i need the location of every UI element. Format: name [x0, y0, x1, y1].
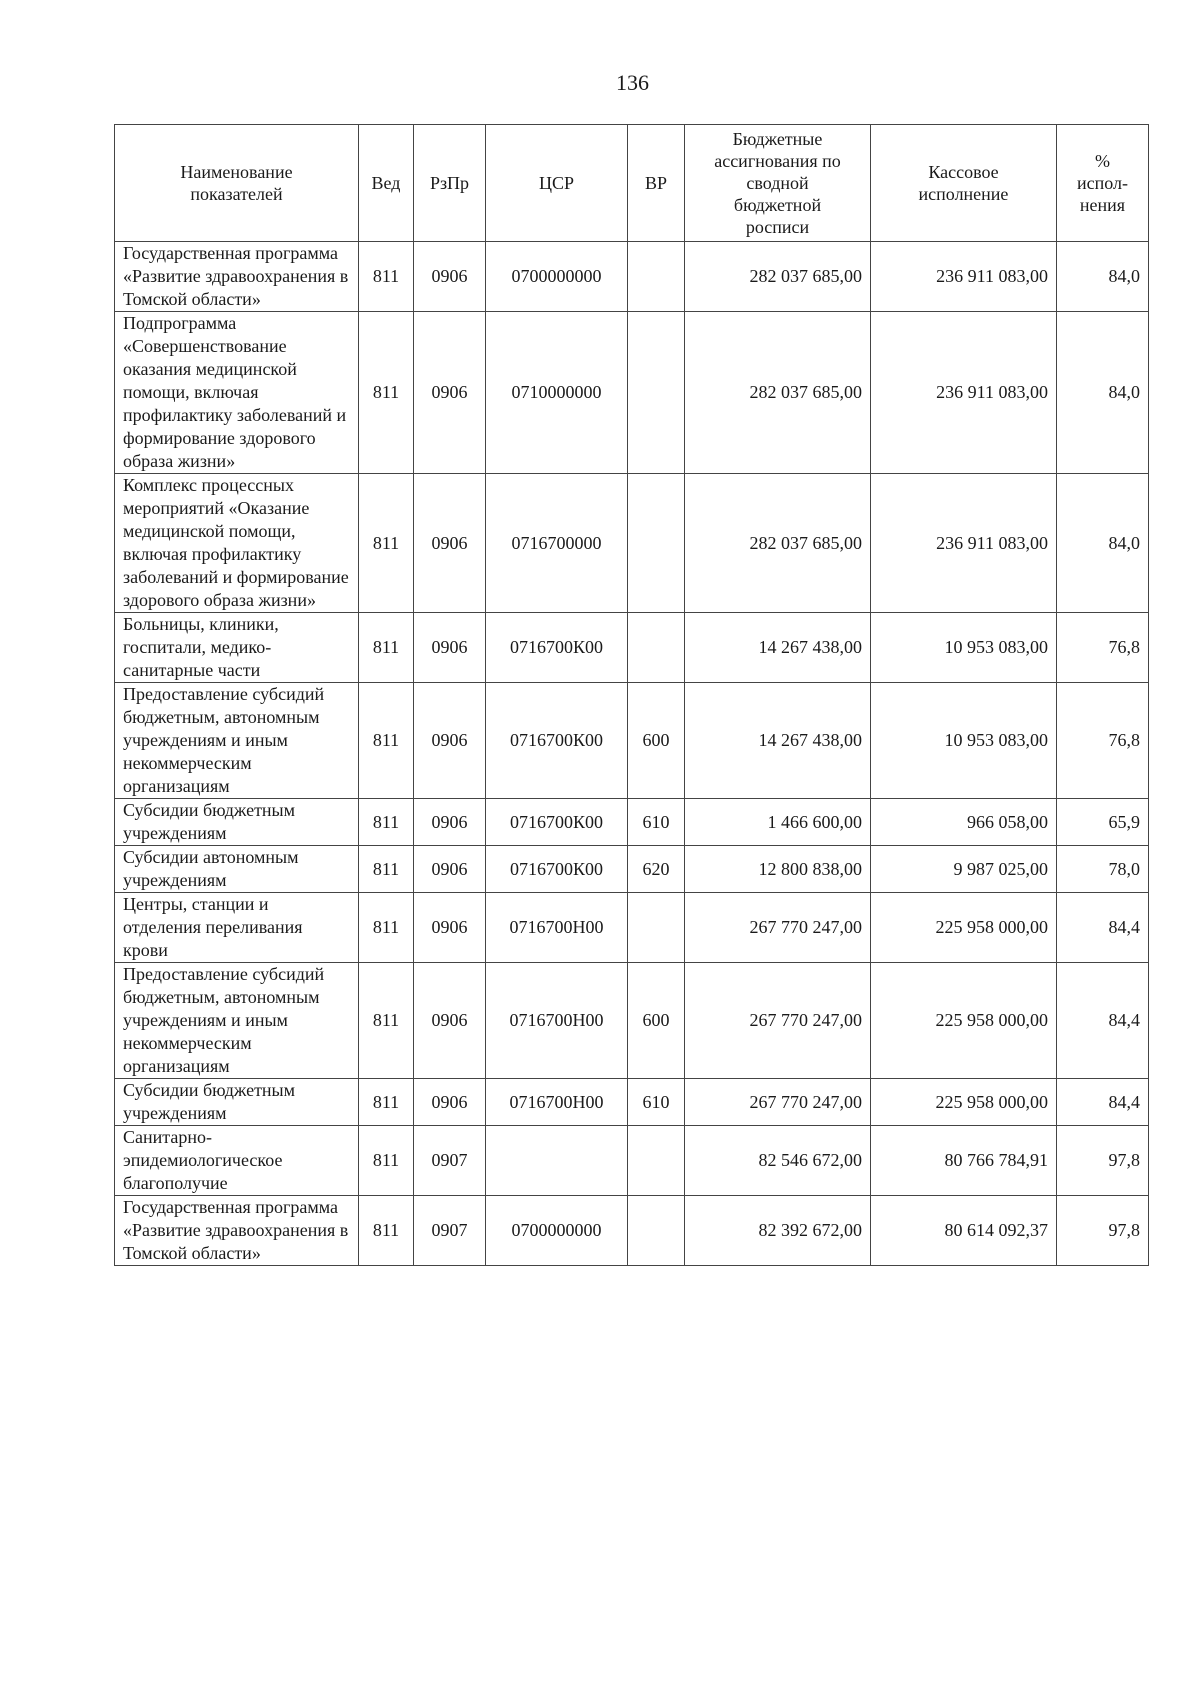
table-row	[115, 242, 1149, 312]
row-csr: 0716700К00	[486, 613, 628, 683]
page-number: 136	[616, 70, 649, 95]
header-rzpr: РзПр	[414, 125, 486, 242]
row-execution: 9 987 025,00	[871, 846, 1057, 893]
row-ved: 811	[359, 893, 414, 963]
header-execution: Кассовое исполнение	[871, 125, 1057, 242]
row-percent: 76,8	[1057, 683, 1149, 799]
table-row	[115, 683, 1149, 799]
header-ved: Вед	[359, 125, 414, 242]
row-assignments: 12 800 838,00	[685, 846, 871, 893]
row-rzpr: 0907	[414, 1196, 486, 1266]
row-ved: 811	[359, 963, 414, 1079]
row-name: Комплекс процессных мероприятий «Оказание медицинской помощи, включая профилактику заболеваний и формирование здорового образа жизни»	[115, 474, 359, 613]
row-execution: 236 911 083,00	[871, 312, 1057, 474]
table-row	[115, 893, 1149, 963]
row-ved: 811	[359, 474, 414, 613]
row-name: Государственная программа «Развитие здравоохранения в Томской области»	[115, 1196, 359, 1266]
row-vr	[628, 312, 685, 474]
row-vr: 610	[628, 1079, 685, 1126]
row-rzpr: 0906	[414, 963, 486, 1079]
row-percent: 76,8	[1057, 613, 1149, 683]
row-rzpr: 0906	[414, 799, 486, 846]
row-ved: 811	[359, 683, 414, 799]
row-percent: 84,4	[1057, 963, 1149, 1079]
row-name: Субсидии бюджетным учреждениям	[115, 1079, 359, 1126]
row-name: Подпрограмма «Совершенствование оказания медицинской помощи, включая профилактику заболеваний и формирование здорового образа жизни»	[115, 312, 359, 474]
row-execution: 236 911 083,00	[871, 474, 1057, 613]
table-row	[115, 1079, 1149, 1126]
header-csr: ЦСР	[486, 125, 628, 242]
row-assignments: 267 770 247,00	[685, 963, 871, 1079]
row-execution: 236 911 083,00	[871, 242, 1057, 312]
row-percent: 84,0	[1057, 242, 1149, 312]
row-rzpr: 0906	[414, 893, 486, 963]
row-rzpr: 0906	[414, 312, 486, 474]
row-percent: 84,0	[1057, 474, 1149, 613]
row-vr: 600	[628, 683, 685, 799]
row-csr: 0716700Н00	[486, 1079, 628, 1126]
header-percent: % испол-нения	[1057, 125, 1149, 242]
row-assignments: 1 466 600,00	[685, 799, 871, 846]
budget-table	[114, 124, 1149, 1266]
row-rzpr: 0907	[414, 1126, 486, 1196]
row-vr	[628, 1126, 685, 1196]
row-percent: 97,8	[1057, 1196, 1149, 1266]
header-assignments: Бюджетные ассигнования по сводной бюджетной росписи	[685, 125, 871, 242]
row-assignments: 282 037 685,00	[685, 474, 871, 613]
row-assignments: 282 037 685,00	[685, 242, 871, 312]
row-csr	[486, 1126, 628, 1196]
row-csr: 0700000000	[486, 242, 628, 312]
table-row	[115, 799, 1149, 846]
row-assignments: 82 546 672,00	[685, 1126, 871, 1196]
row-rzpr: 0906	[414, 1079, 486, 1126]
row-rzpr: 0906	[414, 474, 486, 613]
table-row	[115, 312, 1149, 474]
row-vr	[628, 613, 685, 683]
table-row	[115, 963, 1149, 1079]
row-percent: 84,4	[1057, 1079, 1149, 1126]
row-vr	[628, 242, 685, 312]
row-rzpr: 0906	[414, 242, 486, 312]
row-name: Субсидии бюджетным учреждениям	[115, 799, 359, 846]
table-row	[115, 1196, 1149, 1266]
table-row	[115, 1126, 1149, 1196]
row-percent: 78,0	[1057, 846, 1149, 893]
row-csr: 0716700К00	[486, 846, 628, 893]
row-name: Государственная программа «Развитие здравоохранения в Томской области»	[115, 242, 359, 312]
row-percent: 65,9	[1057, 799, 1149, 846]
row-ved: 811	[359, 1126, 414, 1196]
row-rzpr: 0906	[414, 846, 486, 893]
row-execution: 10 953 083,00	[871, 613, 1057, 683]
row-vr	[628, 1196, 685, 1266]
row-csr: 0716700000	[486, 474, 628, 613]
row-assignments: 14 267 438,00	[685, 683, 871, 799]
table-row	[115, 474, 1149, 613]
row-name: Предоставление субсидий бюджетным, автономным учреждениям и иным некоммерческим организациям	[115, 683, 359, 799]
row-assignments: 82 392 672,00	[685, 1196, 871, 1266]
row-percent: 84,0	[1057, 312, 1149, 474]
row-vr: 620	[628, 846, 685, 893]
header-vr: ВР	[628, 125, 685, 242]
row-vr	[628, 893, 685, 963]
row-ved: 811	[359, 846, 414, 893]
row-rzpr: 0906	[414, 683, 486, 799]
row-csr: 0716700К00	[486, 683, 628, 799]
row-name: Субсидии автономным учреждениям	[115, 846, 359, 893]
row-execution: 225 958 000,00	[871, 893, 1057, 963]
row-vr	[628, 474, 685, 613]
row-csr: 0710000000	[486, 312, 628, 474]
table-header-row	[115, 125, 1149, 242]
row-ved: 811	[359, 1196, 414, 1266]
row-execution: 225 958 000,00	[871, 963, 1057, 1079]
row-execution: 80 766 784,91	[871, 1126, 1057, 1196]
row-ved: 811	[359, 799, 414, 846]
row-ved: 811	[359, 1079, 414, 1126]
row-csr: 0716700Н00	[486, 893, 628, 963]
row-assignments: 267 770 247,00	[685, 893, 871, 963]
row-execution: 966 058,00	[871, 799, 1057, 846]
row-vr: 610	[628, 799, 685, 846]
row-name: Центры, станции и отделения переливания крови	[115, 893, 359, 963]
header-name: Наименование показателей	[115, 125, 359, 242]
row-assignments: 14 267 438,00	[685, 613, 871, 683]
row-assignments: 267 770 247,00	[685, 1079, 871, 1126]
row-ved: 811	[359, 613, 414, 683]
row-ved: 811	[359, 312, 414, 474]
table-row	[115, 613, 1149, 683]
row-ved: 811	[359, 242, 414, 312]
row-rzpr: 0906	[414, 613, 486, 683]
row-csr: 0716700Н00	[486, 963, 628, 1079]
row-percent: 84,4	[1057, 893, 1149, 963]
row-percent: 97,8	[1057, 1126, 1149, 1196]
row-execution: 10 953 083,00	[871, 683, 1057, 799]
row-execution: 80 614 092,37	[871, 1196, 1057, 1266]
row-assignments: 282 037 685,00	[685, 312, 871, 474]
row-csr: 0716700К00	[486, 799, 628, 846]
table-row	[115, 846, 1149, 893]
row-name: Больницы, клиники, госпитали, медико-санитарные части	[115, 613, 359, 683]
row-vr: 600	[628, 963, 685, 1079]
row-name: Санитарно-эпидемиологическое благополучие	[115, 1126, 359, 1196]
row-execution: 225 958 000,00	[871, 1079, 1057, 1126]
row-csr: 0700000000	[486, 1196, 628, 1266]
row-name: Предоставление субсидий бюджетным, автономным учреждениям и иным некоммерческим организациям	[115, 963, 359, 1079]
